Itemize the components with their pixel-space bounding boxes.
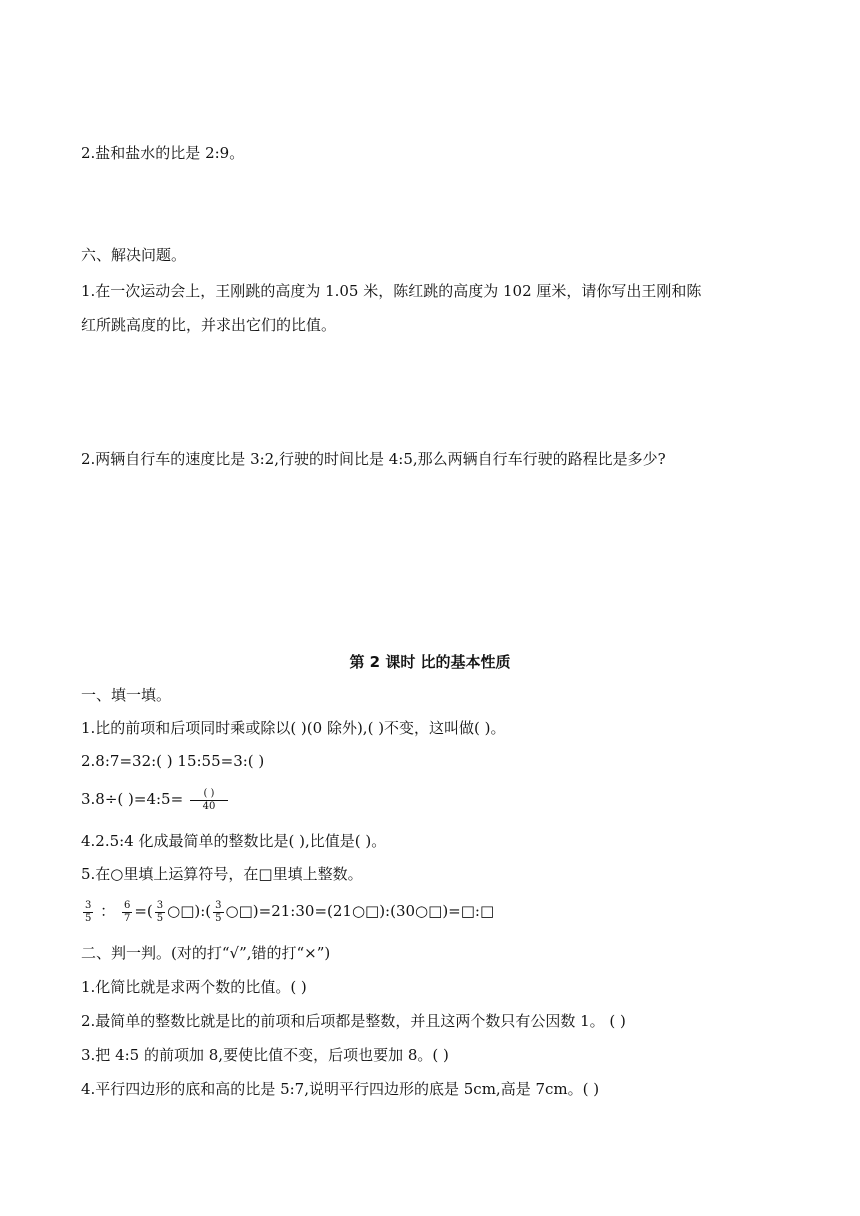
ratio-colon: ： xyxy=(100,902,116,920)
expression-part-3: ○□)=21:30=(21○□):(30○□)=□:□ xyxy=(225,902,495,920)
fraction-6-7 xyxy=(122,900,132,924)
fraction-3-5-third xyxy=(213,900,223,924)
fill-question-4: 4.2.5:4 化成最简单的整数比是( ),比值是( )。 xyxy=(81,832,387,850)
part2-heading: 二、判一判。(对的打“√”,错的打“×”) xyxy=(81,944,331,962)
fraction-denominator: 5 xyxy=(85,912,92,924)
fraction-denominator: 5 xyxy=(156,912,164,924)
fill-question-2: 2.8:7=32:( ) 15:55=3:( ) xyxy=(81,752,265,770)
judge-question-3: 3.把 4:5 的前项加 8,要使比值不变，后项也要加 8。( ) xyxy=(81,1046,449,1064)
statement-salt-ratio: 2.盐和盐水的比是 2:9。 xyxy=(81,144,245,162)
fraction-denominator: 40 xyxy=(202,800,216,812)
judge-question-4: 4.平行四边形的底和高的比是 5:7,说明平行四边形的底是 5cm,高是 7cm。( ) xyxy=(81,1080,600,1098)
question-jump-height-line2: 红所跳高度的比，并求出它们的比值。 xyxy=(81,316,337,334)
fill-question-5-expression xyxy=(81,900,494,924)
fraction-denominator: 7 xyxy=(123,912,131,924)
judge-question-2: 2.最简单的整数比就是比的前项和后项都是整数，并且这两个数只有公因数 1。 ( ) xyxy=(81,1012,626,1030)
fill-question-3-text: 3.8÷( )=4:5= xyxy=(81,790,184,808)
fraction-blank-over-40 xyxy=(190,788,228,812)
question-jump-height-line1: 1.在一次运动会上，王刚跳的高度为 1.05 米，陈红跳的高度为 102 厘米，请你写出王刚和陈 xyxy=(81,282,702,300)
fraction-numerator: ( ) xyxy=(190,788,228,801)
fraction-numerator: 3 xyxy=(85,900,92,911)
fill-question-5: 5.在○里填上运算符号，在□里填上整数。 xyxy=(81,865,363,883)
fill-question-1: 1.比的前项和后项同时乘或除以( )(0 除外),( )不变，这叫做( )。 xyxy=(81,719,506,737)
lesson-title: 第 2 课时 比的基本性质 xyxy=(349,653,511,671)
fraction-denominator: 5 xyxy=(215,912,222,924)
part1-heading: 一、填一填。 xyxy=(81,686,172,704)
fraction-numerator: 3 xyxy=(156,900,164,911)
fraction-numerator: 6 xyxy=(123,900,131,911)
section-heading-solve-problems: 六、解决问题。 xyxy=(81,246,187,264)
expression-part-1: =( xyxy=(134,902,153,920)
fraction-3-5 xyxy=(83,900,93,924)
fill-question-3 xyxy=(81,788,230,812)
fraction-numerator: 3 xyxy=(215,900,222,911)
judge-question-1: 1.化简比就是求两个数的比值。( ) xyxy=(81,978,307,996)
question-bicycle-distance: 2.两辆自行车的速度比是 3:2,行驶的时间比是 4:5,那么两辆自行车行驶的路程比是多少? xyxy=(81,450,666,468)
fraction-3-5-second xyxy=(155,900,165,924)
expression-part-2: ○□):( xyxy=(167,902,212,920)
